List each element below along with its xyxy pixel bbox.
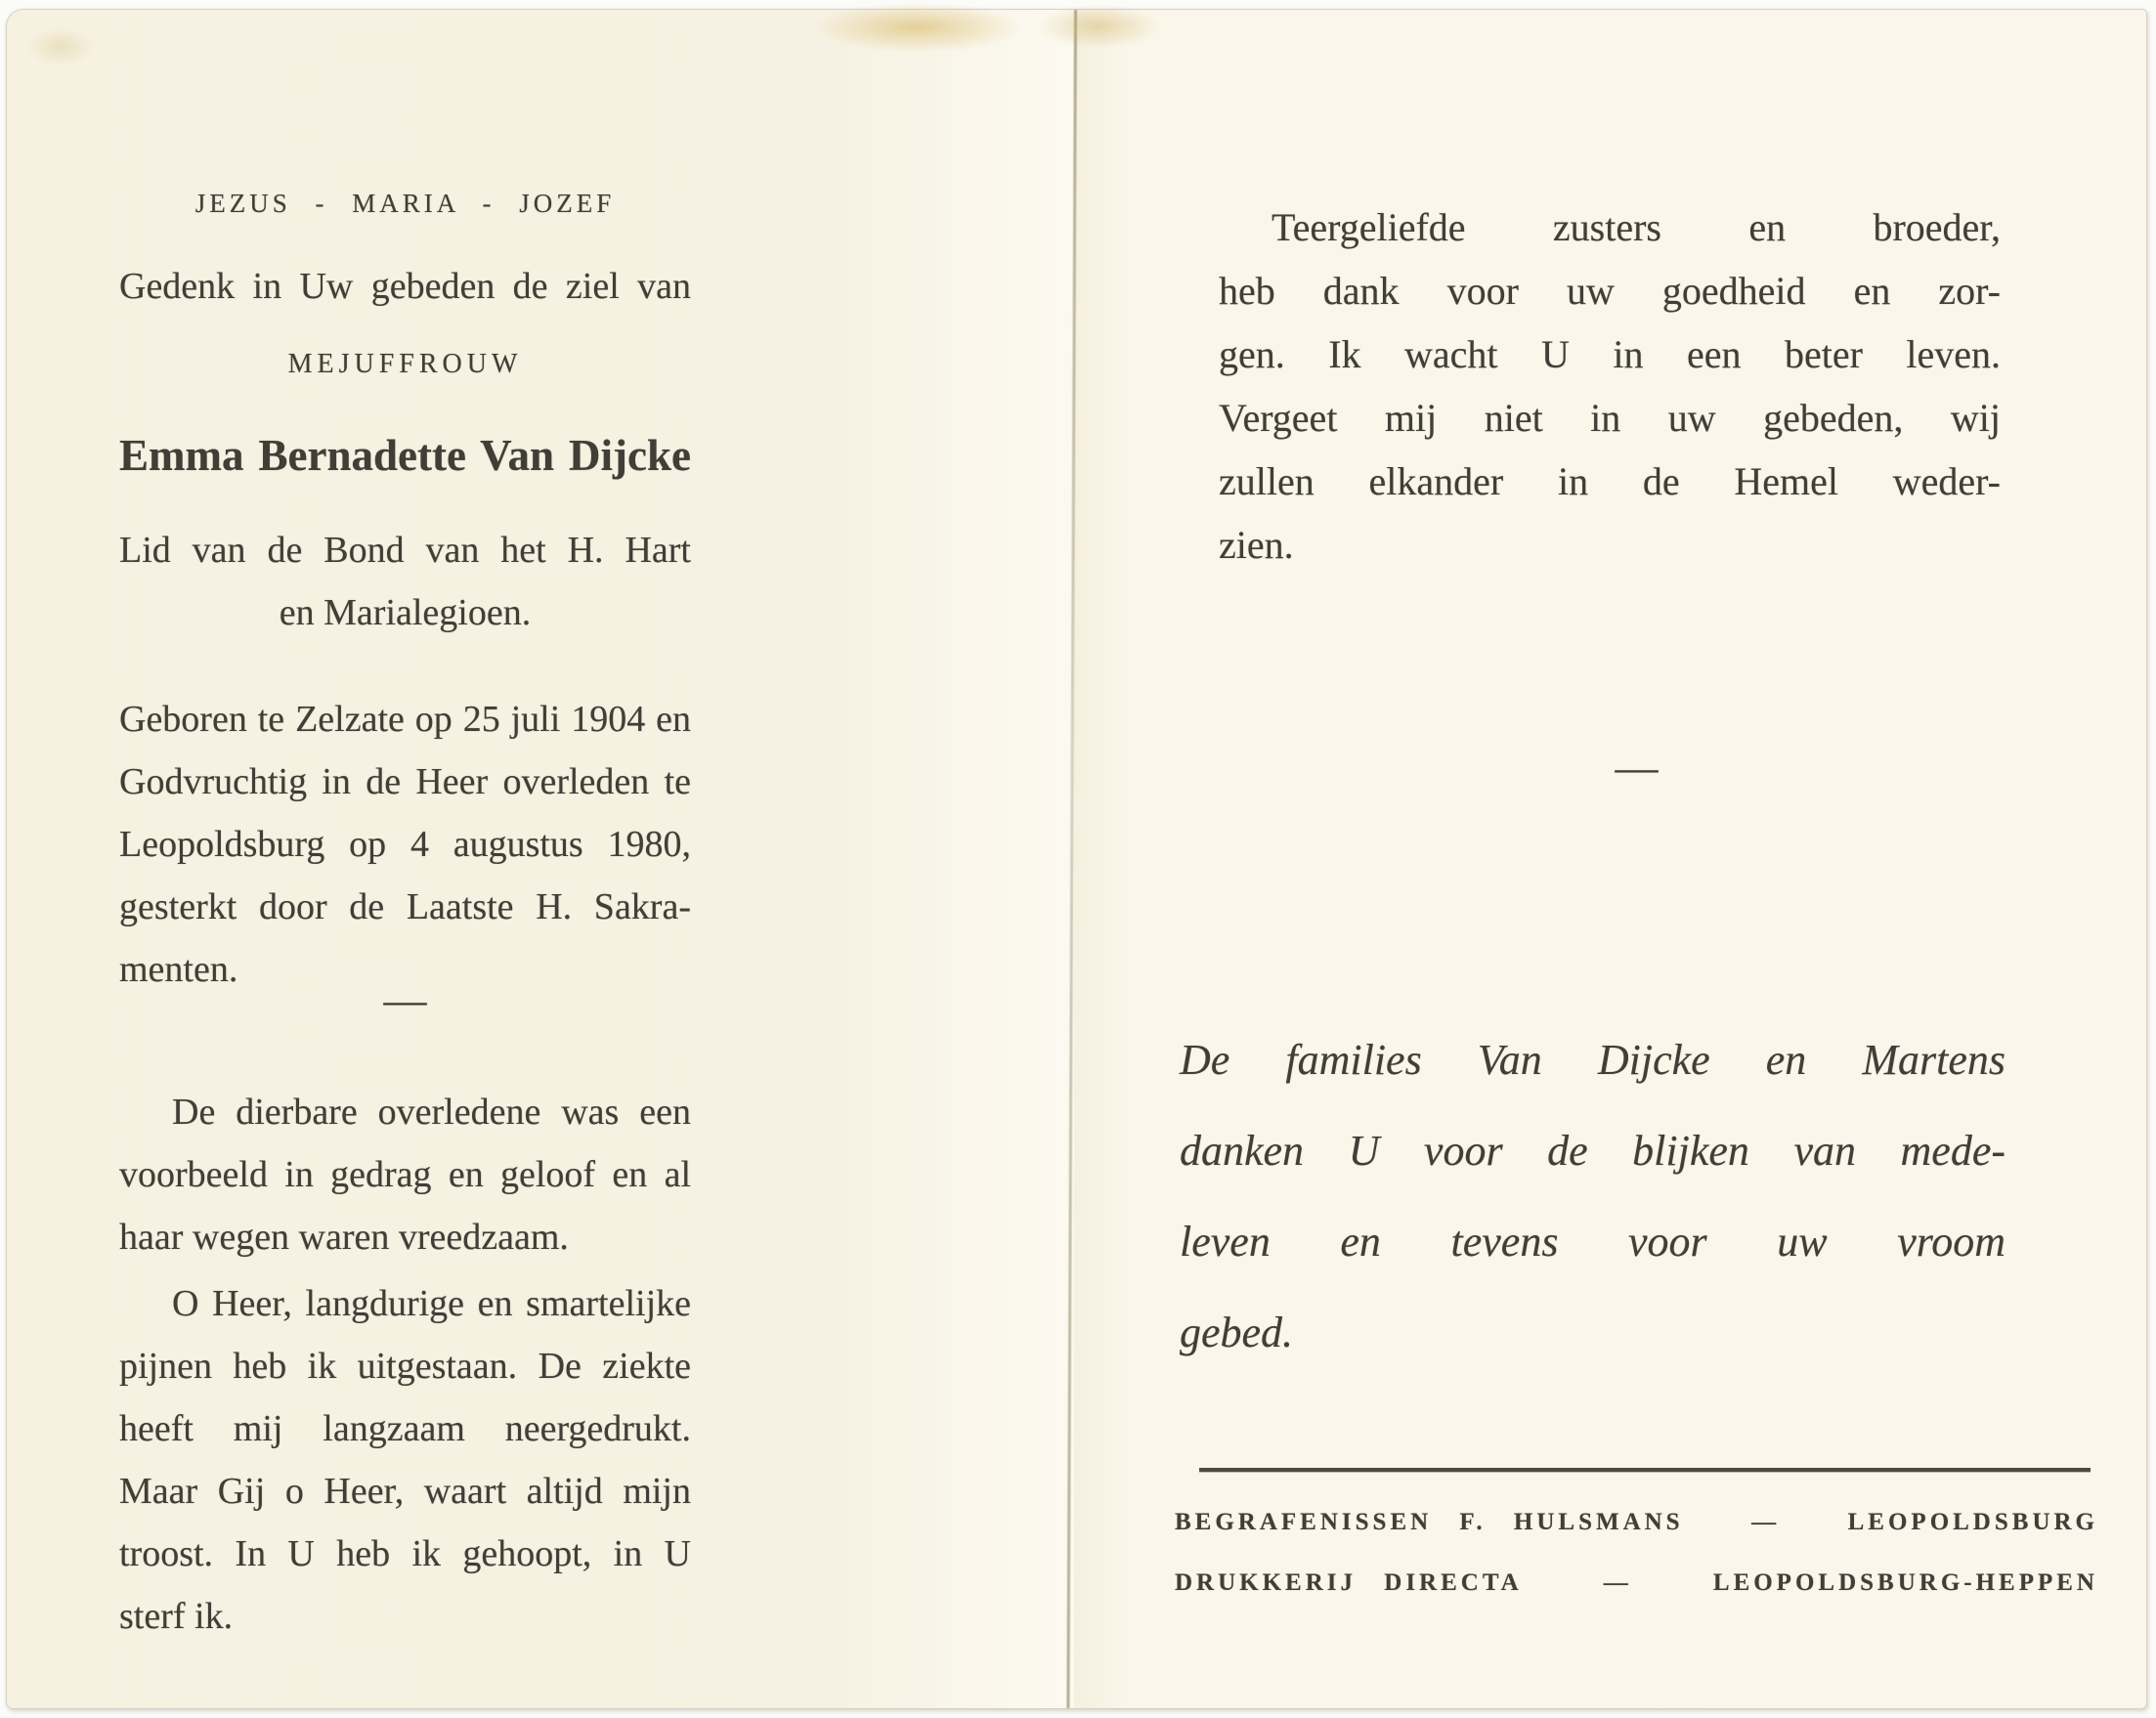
farewell-line: Vergeet mij niet in uw gebeden, wij [1219, 396, 2001, 440]
honorific-line: MEJUFFROUW [287, 349, 523, 379]
farewell-line: gen. Ik wacht U in een beter leven. [1219, 332, 2001, 376]
thanks-line: danken U voor de blijken van mede- [1180, 1127, 2005, 1175]
prayer-line: troost. In U heb ik gehoopt, in U [119, 1533, 691, 1574]
colophon-dash: — [1751, 1509, 1781, 1535]
left-page-text-column [119, 10, 691, 1708]
life-dates-paragraph [119, 688, 691, 1001]
thanks-line: De families Van Dijcke en Martens [1180, 1036, 2005, 1084]
farewell-line: zien. [1219, 523, 1294, 567]
thanks-line: gebed. [1180, 1309, 1294, 1356]
membership-block [119, 519, 691, 644]
prayer-paragraph [119, 1272, 691, 1648]
horizontal-rule [1199, 1468, 2091, 1472]
undertaker-place: LEOPOLDSBURG [1847, 1509, 2098, 1535]
colophon-dash: — [1603, 1569, 1632, 1596]
invocation-block [119, 189, 691, 219]
life-dates-line: gesterkt door de Laatste H. Sakra- [119, 886, 691, 927]
prayer-line: heeft mij langzaam neergedrukt. [119, 1408, 691, 1449]
printer-name: DRUKKERIJ DIRECTA [1175, 1569, 1523, 1596]
farewell-line: Teergeliefde zusters en broeder, [1272, 205, 2001, 249]
dash-glyph: — [383, 976, 427, 1024]
farewell-paragraph [1175, 195, 2098, 577]
prayer-line: sterf ik. [119, 1596, 234, 1637]
membership-line: en Marialegioen. [279, 592, 532, 633]
card-paper [6, 9, 2147, 1709]
prayer-line: pijnen heb ik uitgestaan. De ziekte [119, 1346, 691, 1387]
dash-separator [1175, 743, 2098, 793]
family-thanks-paragraph [1175, 1014, 2098, 1378]
deceased-name-block [119, 430, 691, 481]
thanks-line: leven en tevens voor uw vroom [1180, 1218, 2005, 1266]
undertaker-name: BEGRAFENISSEN F. HULSMANS [1175, 1509, 1684, 1535]
life-dates-line: Leopoldsburg op 4 augustus 1980, [119, 824, 691, 865]
dash-separator [119, 975, 691, 1025]
prayer-intro-line: Gedenk in Uw gebeden de ziel van [119, 266, 691, 307]
prayer-line: Maar Gij o Heer, waart altijd mijn [119, 1471, 691, 1512]
eulogy-line: voorbeeld in gedrag en geloof en al [119, 1154, 691, 1195]
life-dates-line: Godvruchtig in de Heer overleden te [119, 761, 691, 802]
invocation-line: JEZUS - MARIA - JOZEF [194, 189, 616, 218]
printer-place: LEOPOLDSBURG-HEPPEN [1712, 1569, 2098, 1596]
dash-glyph: — [1615, 744, 1659, 792]
eulogy-line: De dierbare overledene was een [172, 1092, 691, 1133]
printer-line [1175, 1569, 2098, 1597]
life-dates-line: Geboren te Zelzate op 25 juli 1904 en [119, 699, 691, 740]
undertaker-line [1175, 1509, 2098, 1536]
prayer-line: O Heer, langdurige en smartelijke [172, 1283, 691, 1324]
membership-line: Lid van de Bond van het H. Hart [119, 530, 691, 571]
deceased-name: Emma Bernadette Van Dijcke [119, 431, 691, 480]
prayer-intro-block [119, 265, 691, 308]
farewell-line: zullen elkander in de Hemel weder- [1219, 459, 2001, 503]
honorific-block [119, 349, 691, 380]
right-page-text-column [1175, 10, 2098, 1708]
life-dates-line: menten. [119, 949, 238, 990]
eulogy-paragraph [119, 1081, 691, 1268]
eulogy-line: haar wegen waren vreedzaam. [119, 1217, 569, 1258]
farewell-line: heb dank voor uw goedheid en zor- [1219, 269, 2001, 313]
